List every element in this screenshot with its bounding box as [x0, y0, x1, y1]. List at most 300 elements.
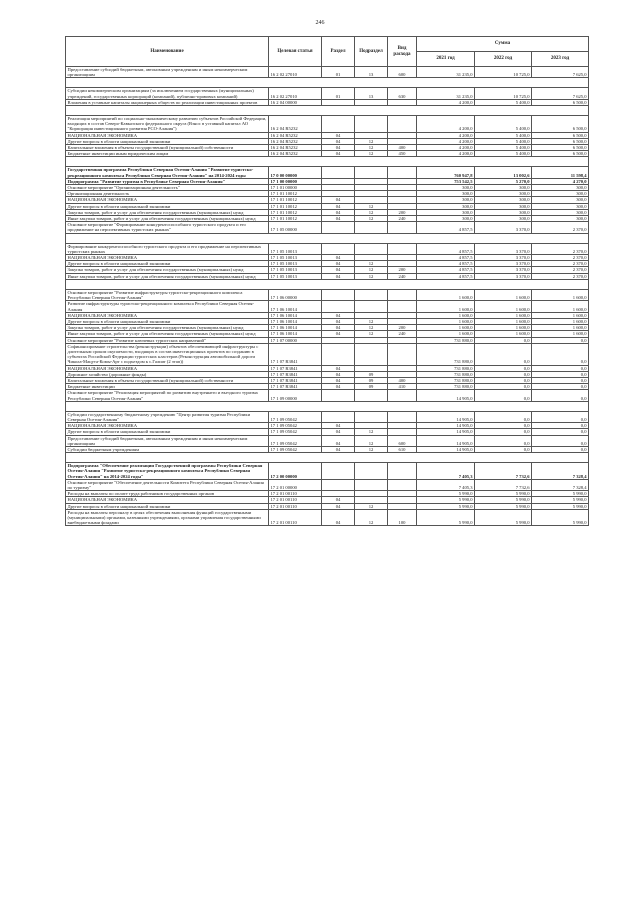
row-sum-2023: 2 370,0 [532, 255, 589, 261]
row-section: 04 [322, 446, 355, 452]
row-expense-type: 200 [388, 267, 417, 273]
row-sum-2022: 0,0 [475, 411, 532, 422]
row-name: Другие вопросы в области национальной экономики [66, 203, 269, 209]
row-subsection: 12 [355, 151, 388, 157]
row-sum-2023: 0,0 [532, 390, 589, 401]
table-row [66, 243, 589, 254]
row-name: Организационная деятельность [66, 191, 269, 197]
row-sum-2023: 1 600,0 [532, 331, 589, 337]
table-spacer-row [66, 279, 589, 289]
row-sum-2022: 5 400,0 [475, 132, 532, 138]
row-target-article: 17 1 09 05042 [269, 435, 322, 446]
table-spacer-row [66, 401, 589, 411]
row-target-article: 17 1 06 10014 [269, 331, 322, 337]
row-name: Другие вопросы в области национальной экономики [66, 318, 269, 324]
row-sum-2023: 300,0 [532, 197, 589, 203]
row-sum-2023: 0,0 [532, 429, 589, 435]
row-expense-type: 200 [388, 209, 417, 215]
row-sum-2023: 2 370,0 [532, 267, 589, 273]
row-name: Основное мероприятие "Организационная деятельность" [66, 185, 269, 191]
row-name: Закупка товаров, работ и услуг для обеспечения государственных (муниципальных) нужд [66, 267, 269, 273]
row-sum-2023: 0,0 [532, 377, 589, 383]
row-expense-type: 400 [388, 377, 417, 383]
row-name: Основное мероприятие "Обеспечение деятельности Комитета Республики Северная Осетия-Алания по туризму" [66, 479, 269, 490]
row-name: Основное мероприятие "Формирование конкурентоспособного туристского продукта и его продвижение на перспективных туристских рынках" [66, 222, 269, 233]
row-target-article: 17 1 05 10013 [269, 273, 322, 279]
row-name: Закупка товаров, работ и услуг для обеспечения государственных (муниципальных) нужд [66, 325, 269, 331]
row-sum-2021: 14 905,0 [417, 390, 475, 401]
row-expense-type [388, 343, 417, 365]
row-subsection [355, 243, 388, 254]
row-subsection: 12 [355, 273, 388, 279]
row-expense-type: 610 [388, 446, 417, 452]
row-sum-2023: 1 600,0 [532, 312, 589, 318]
row-sum-2021: 300,0 [417, 209, 475, 215]
row-sum-2021: 1 600,0 [417, 325, 475, 331]
table-row [66, 390, 589, 401]
row-section: 04 [322, 197, 355, 203]
row-subsection [355, 463, 388, 480]
row-section [322, 116, 355, 133]
row-sum-2022: 5 400,0 [475, 99, 532, 105]
row-sum-2023: 0,0 [532, 423, 589, 429]
row-sum-2022: 1 600,0 [475, 289, 532, 300]
row-sum-2022: 300,0 [475, 197, 532, 203]
row-sum-2022: 3 370,0 [475, 243, 532, 254]
row-sum-2022: 1 600,0 [475, 325, 532, 331]
row-subsection: 12 [355, 503, 388, 509]
table-spacer-row [66, 157, 589, 167]
budget-table [65, 36, 589, 526]
table-row [66, 463, 589, 480]
row-sum-2021: 1 600,0 [417, 312, 475, 318]
row-section: 04 [322, 267, 355, 273]
row-sum-2021: 4 857,5 [417, 243, 475, 254]
row-sum-2023: 0,0 [532, 337, 589, 343]
row-sum-2022: 0,0 [475, 343, 532, 365]
col-2022-header: 2022 год [475, 52, 532, 67]
table-row [66, 289, 589, 300]
row-sum-2022: 1 600,0 [475, 331, 532, 337]
col-csr-header: Целевая статья [269, 37, 322, 67]
row-name: Подпрограмма "Обеспечение реализации Государственной программы Республики Северная Осетия-Алания "Развитие туристско-рекреационного комплекса Республики Северная Осетия-Алания" на 2014-2024 годы" [66, 463, 269, 480]
row-subsection: 12 [355, 429, 388, 435]
row-name: Предоставление субсидий бюджетным, автономным учреждениям и иным некоммерческим организациям [66, 67, 269, 78]
row-sum-2023: 1 600,0 [532, 289, 589, 300]
row-name: Предоставление субсидий бюджетным, автономным учреждениям и иным некоммерческим организациям [66, 435, 269, 446]
row-sum-2023: 1 600,0 [532, 301, 589, 312]
row-sum-2023: 5 990,0 [532, 503, 589, 509]
row-section [322, 390, 355, 401]
row-sum-2022: 3 370,0 [475, 273, 532, 279]
row-name: Софинансирование строительства (реконструкции) объектов обеспечивающей инфраструктуры с длительным сроком окупаемости, входящих в состав инвестиционных проектов по созданию в субъектах Российской Федерации туристских кластеров (Реконструкция автомобильной дороги Чикола-Мацута-Комы-Арт с подъездом к с.Галиат (2 этап)) [66, 343, 269, 365]
row-name: Иные закупки товаров, работ и услуг для обеспечения государственных (муниципальных) нужд [66, 331, 269, 337]
row-subsection: 12 [355, 435, 388, 446]
row-subsection [355, 301, 388, 312]
row-sum-2022: 5 990,0 [475, 503, 532, 509]
row-sum-2021: 731 880,0 [417, 343, 475, 365]
row-sum-2023: 6 500,0 [532, 99, 589, 105]
row-sum-2022: 1 600,0 [475, 301, 532, 312]
row-sum-2022: 300,0 [475, 185, 532, 191]
row-name: Капитальные вложения в объекты государственной (муниципальной) собственности [66, 377, 269, 383]
row-name: Иные закупки товаров, работ и услуг для обеспечения государственных (муниципальных) нужд [66, 273, 269, 279]
row-section: 04 [322, 138, 355, 144]
table-row [66, 343, 589, 365]
row-sum-2021: 4 200,0 [417, 99, 475, 105]
row-sum-2022: 5 990,0 [475, 509, 532, 526]
row-name: Другие вопросы в области национальной экономики [66, 261, 269, 267]
row-sum-2022: 1 600,0 [475, 318, 532, 324]
row-target-article: 16 2 02 27010 [269, 67, 322, 78]
row-name: Основное мероприятие "Реализация мероприятий по развитию внутреннего и въездного туризма Республики Северная Осетия-Алания" [66, 390, 269, 401]
row-section: 04 [322, 312, 355, 318]
row-section: 04 [322, 377, 355, 383]
row-sum-2023: 11 598,4 [532, 167, 589, 178]
row-section [322, 167, 355, 178]
row-subsection [355, 411, 388, 422]
row-expense-type: 600 [388, 435, 417, 446]
row-name: Бюджетные инвестиции [66, 384, 269, 390]
row-sum-2021: 4 200,0 [417, 145, 475, 151]
row-sum-2023: 4 270,0 [532, 178, 589, 184]
row-target-article: 16 2 04 00000 [269, 99, 322, 105]
row-sum-2023: 0,0 [532, 446, 589, 452]
table-spacer-row [66, 78, 589, 88]
row-subsection [355, 289, 388, 300]
row-target-article: 16 2 04 R5232 [269, 138, 322, 144]
row-sum-2022: 1 600,0 [475, 312, 532, 318]
row-target-article: 17 1 05 10013 [269, 255, 322, 261]
table-row [66, 222, 589, 233]
row-expense-type: 100 [388, 509, 417, 526]
row-sum-2021: 14 905,0 [417, 423, 475, 429]
row-expense-type [388, 167, 417, 178]
row-sum-2021: 731 880,0 [417, 337, 475, 343]
row-sum-2021: 7 405,3 [417, 463, 475, 480]
row-name: Расходы на выплаты по оплате труда работников государственных органов [66, 491, 269, 497]
row-target-article: 16 2 04 R5232 [269, 145, 322, 151]
row-target-article: 17 1 09 00000 [269, 390, 322, 401]
table-row [66, 435, 589, 446]
row-sum-2022: 300,0 [475, 203, 532, 209]
row-sum-2022: 300,0 [475, 216, 532, 222]
row-target-article: 17 1 01 10012 [269, 209, 322, 215]
row-sum-2023: 6 500,0 [532, 116, 589, 133]
row-sum-2021: 4 857,5 [417, 261, 475, 267]
row-section: 04 [322, 216, 355, 222]
row-sum-2022: 0,0 [475, 365, 532, 371]
row-subsection: 12 [355, 209, 388, 215]
row-section: 01 [322, 88, 355, 99]
row-section: 04 [322, 509, 355, 526]
row-section: 04 [322, 132, 355, 138]
row-subsection: 12 [355, 216, 388, 222]
row-section: 04 [322, 261, 355, 267]
row-target-article: 17 1 09 05042 [269, 411, 322, 422]
row-target-article: 17 2 01 00110 [269, 503, 322, 509]
row-sum-2022: 300,0 [475, 191, 532, 197]
row-target-article: 17 0 00 00000 [269, 167, 322, 178]
row-subsection: 12 [355, 509, 388, 526]
row-sum-2023: 6 500,0 [532, 138, 589, 144]
spacer-cell [66, 106, 589, 116]
row-section: 04 [322, 365, 355, 371]
row-sum-2022: 0,0 [475, 423, 532, 429]
row-name: Развитие инфраструктуры туристско-рекреационного комплекса Республики Северная Осетия-Алания [66, 301, 269, 312]
row-section: 04 [322, 318, 355, 324]
row-subsection [355, 222, 388, 233]
row-target-article: 17 1 07 R3841 [269, 377, 322, 383]
row-section: 04 [322, 325, 355, 331]
row-sum-2022: 7 732,6 [475, 479, 532, 490]
row-subsection: 12 [355, 138, 388, 144]
table-spacer-row [66, 233, 589, 243]
row-sum-2021: 1 600,0 [417, 289, 475, 300]
col-section-header: Раздел [322, 37, 355, 67]
row-name: Другие вопросы в области национальной экономики [66, 503, 269, 509]
row-target-article: 17 1 05 10013 [269, 267, 322, 273]
row-subsection: 13 [355, 67, 388, 78]
row-subsection [355, 167, 388, 178]
row-name: Формирование конкурентоспособного туристского продукта и его продвижение на перспективных туристских рынках [66, 243, 269, 254]
table-spacer-row [66, 453, 589, 463]
row-target-article: 16 2 02 27010 [269, 88, 322, 99]
spacer-cell [66, 401, 589, 411]
row-subsection: 13 [355, 88, 388, 99]
row-section [322, 301, 355, 312]
row-sum-2022: 0,0 [475, 371, 532, 377]
row-name: НАЦИОНАЛЬНАЯ ЭКОНОМИКА [66, 197, 269, 203]
row-target-article: 17 1 07 R3841 [269, 384, 322, 390]
row-expense-type: 240 [388, 331, 417, 337]
row-sum-2022: 3 370,0 [475, 222, 532, 233]
row-subsection: 09 [355, 384, 388, 390]
row-sum-2023: 7 328,4 [532, 463, 589, 480]
spacer-cell [66, 157, 589, 167]
row-sum-2023: 2 370,0 [532, 261, 589, 267]
row-subsection: 12 [355, 203, 388, 209]
row-sum-2021: 5 990,0 [417, 509, 475, 526]
table-row [66, 167, 589, 178]
row-target-article: 17 1 06 10014 [269, 301, 322, 312]
table-row [66, 411, 589, 422]
row-section: 04 [322, 209, 355, 215]
row-sum-2023: 0,0 [532, 343, 589, 365]
row-sum-2023: 0,0 [532, 411, 589, 422]
row-section: 04 [322, 423, 355, 429]
row-sum-2023: 7 328,4 [532, 479, 589, 490]
row-name: Капитальные вложения в объекты государственной (муниципальной) собственности [66, 145, 269, 151]
row-section: 04 [322, 203, 355, 209]
col-expense-type-header: Вид расхода [388, 37, 417, 67]
row-sum-2022: 300,0 [475, 209, 532, 215]
row-sum-2023: 6 500,0 [532, 145, 589, 151]
row-sum-2023: 300,0 [532, 203, 589, 209]
row-expense-type: 600 [388, 67, 417, 78]
table-spacer-row [66, 106, 589, 116]
row-target-article: 17 1 01 10012 [269, 191, 322, 197]
row-sum-2023: 7 625,0 [532, 67, 589, 78]
row-name: Субсидии государственному бюджетному учреждению "Центр развития туризма Республики Северная Осетия-Алания" [66, 411, 269, 422]
row-target-article: 17 1 01 00000 [269, 185, 322, 191]
table-header [66, 37, 589, 67]
row-sum-2023: 5 990,0 [532, 509, 589, 526]
row-section [322, 289, 355, 300]
row-sum-2023: 2 370,0 [532, 273, 589, 279]
row-sum-2021: 300,0 [417, 216, 475, 222]
row-sum-2021: 14 905,0 [417, 411, 475, 422]
row-subsection: 12 [355, 145, 388, 151]
row-name: Расходы на выплаты персоналу в целях обеспечения выполнения функций государственными (муниципальными) органами, казенными учреждениями, органами управления государственными внебюджетными фондами [66, 509, 269, 526]
row-sum-2021: 300,0 [417, 203, 475, 209]
row-subsection: 12 [355, 261, 388, 267]
row-sum-2022: 0,0 [475, 384, 532, 390]
row-expense-type: 410 [388, 384, 417, 390]
row-target-article: 17 1 05 10013 [269, 243, 322, 254]
row-sum-2021: 4 857,5 [417, 255, 475, 261]
table-row [66, 509, 589, 526]
row-sum-2022: 7 732,6 [475, 463, 532, 480]
row-sum-2022: 3 370,0 [475, 267, 532, 273]
row-target-article: 17 1 06 10014 [269, 325, 322, 331]
row-name: Иные закупки товаров, работ и услуг для обеспечения государственных (муниципальных) нужд [66, 216, 269, 222]
row-sum-2023: 300,0 [532, 209, 589, 215]
row-sum-2022: 5 400,0 [475, 151, 532, 157]
row-name: Основное мероприятие "Развитие ключевых туристских направлений" [66, 337, 269, 343]
row-section [322, 222, 355, 233]
row-expense-type: 450 [388, 151, 417, 157]
row-target-article: 17 1 09 05042 [269, 423, 322, 429]
table-row [66, 88, 589, 99]
row-sum-2023: 5 990,0 [532, 497, 589, 503]
row-sum-2021: 4 200,0 [417, 116, 475, 133]
row-sum-2023: 0,0 [532, 435, 589, 446]
row-expense-type [388, 222, 417, 233]
row-target-article: 17 1 01 10012 [269, 216, 322, 222]
row-target-article: 17 1 05 10013 [269, 261, 322, 267]
row-sum-2022: 5 400,0 [475, 116, 532, 133]
row-section: 04 [322, 435, 355, 446]
row-sum-2021: 5 990,0 [417, 491, 475, 497]
row-sum-2023: 0,0 [532, 371, 589, 377]
row-expense-type [388, 116, 417, 133]
col-2021-header: 2021 год [417, 52, 475, 67]
col-subsection-header: Подраздел [355, 37, 388, 67]
row-expense-type [388, 463, 417, 480]
row-sum-2023: 6 500,0 [532, 132, 589, 138]
row-sum-2021: 1 600,0 [417, 318, 475, 324]
row-sum-2021: 4 200,0 [417, 138, 475, 144]
row-sum-2023: 0,0 [532, 384, 589, 390]
row-expense-type: 240 [388, 216, 417, 222]
row-section: 01 [322, 67, 355, 78]
row-sum-2022: 10 725,0 [475, 88, 532, 99]
row-name: Подпрограмма "Развитие туризма в Республике Северная Осетия-Алания" [66, 178, 269, 184]
row-subsection: 12 [355, 267, 388, 273]
row-sum-2023: 1 600,0 [532, 325, 589, 331]
row-sum-2021: 731 880,0 [417, 365, 475, 371]
row-section: 04 [322, 497, 355, 503]
row-name: Другие вопросы в области национальной экономики [66, 138, 269, 144]
col-sum-header: Сумма [417, 37, 589, 52]
row-sum-2021: 4 200,0 [417, 151, 475, 157]
table-row [66, 67, 589, 78]
row-expense-type [388, 390, 417, 401]
row-sum-2022: 0,0 [475, 429, 532, 435]
row-target-article: 17 1 06 10014 [269, 318, 322, 324]
table-row [66, 116, 589, 133]
row-name: НАЦИОНАЛЬНАЯ ЭКОНОМИКА [66, 132, 269, 138]
row-section: 04 [322, 255, 355, 261]
row-subsection [355, 343, 388, 365]
row-sum-2021: 300,0 [417, 185, 475, 191]
row-section: 04 [322, 145, 355, 151]
row-sum-2021: 731 880,0 [417, 377, 475, 383]
spacer-cell [66, 78, 589, 88]
row-target-article: 17 1 00 00000 [269, 178, 322, 184]
row-sum-2022: 0,0 [475, 377, 532, 383]
row-target-article: 17 2 00 00000 [269, 463, 322, 480]
row-sum-2023: 2 370,0 [532, 222, 589, 233]
row-name: Основное мероприятие "Развитие инфраструктуры туристско-рекреационного комплекса Республики Северная Осетия-Алания" [66, 289, 269, 300]
row-name: НАЦИОНАЛЬНАЯ ЭКОНОМИКА [66, 497, 269, 503]
row-subsection: 12 [355, 446, 388, 452]
row-target-article: 17 2 01 00000 [269, 479, 322, 490]
row-sum-2022: 10 725,0 [475, 67, 532, 78]
row-name: Закупка товаров, работ и услуг для обеспечения государственных (муниципальных) нужд [66, 209, 269, 215]
row-name: Вложения в уставные капиталы акционерных обществ по реализации инвестиционных проектов [66, 99, 269, 105]
row-target-article: 16 2 04 R5232 [269, 132, 322, 138]
row-name: Дорожное хозяйство (дорожные фонды) [66, 371, 269, 377]
row-subsection [355, 116, 388, 133]
row-sum-2021: 300,0 [417, 191, 475, 197]
row-sum-2022: 0,0 [475, 390, 532, 401]
row-sum-2023: 2 370,0 [532, 243, 589, 254]
row-sum-2021: 4 857,5 [417, 273, 475, 279]
row-target-article: 17 1 07 R3841 [269, 365, 322, 371]
row-sum-2023: 300,0 [532, 185, 589, 191]
row-sum-2021: 31 235,0 [417, 88, 475, 99]
row-target-article: 16 2 04 R5232 [269, 116, 322, 133]
row-target-article: 17 1 05 00000 [269, 222, 322, 233]
row-target-article: 17 1 06 10014 [269, 312, 322, 318]
row-sum-2022: 0,0 [475, 337, 532, 343]
row-section: 04 [322, 371, 355, 377]
row-sum-2021: 14 905,0 [417, 435, 475, 446]
row-target-article: 17 2 01 00110 [269, 509, 322, 526]
table-row [66, 301, 589, 312]
row-sum-2022: 3 370,0 [475, 255, 532, 261]
row-name: Государственная программа Республики Северная Осетия-Алания "Развитие туристско-рекреационного комплекса Республики Северная Осетия-Алания" на 2014-2024 годы [66, 167, 269, 178]
row-sum-2021: 4 200,0 [417, 132, 475, 138]
row-sum-2023: 300,0 [532, 216, 589, 222]
row-sum-2022: 5 400,0 [475, 138, 532, 144]
row-sum-2022: 5 270,0 [475, 178, 532, 184]
row-expense-type [388, 301, 417, 312]
row-name: Субсидии бюджетным учреждениям [66, 446, 269, 452]
row-name: Другие вопросы в области национальной экономики [66, 429, 269, 435]
row-sum-2023: 7 625,0 [532, 88, 589, 99]
row-expense-type [388, 479, 417, 490]
row-target-article: 17 2 01 00110 [269, 497, 322, 503]
row-sum-2021: 753 542,5 [417, 178, 475, 184]
row-name: Бюджетные инвестиции иным юридическим лицам [66, 151, 269, 157]
row-target-article: 17 1 07 R3841 [269, 343, 322, 365]
row-sum-2021: 1 600,0 [417, 301, 475, 312]
row-target-article: 17 1 01 10012 [269, 203, 322, 209]
row-name: НАЦИОНАЛЬНАЯ ЭКОНОМИКА [66, 365, 269, 371]
